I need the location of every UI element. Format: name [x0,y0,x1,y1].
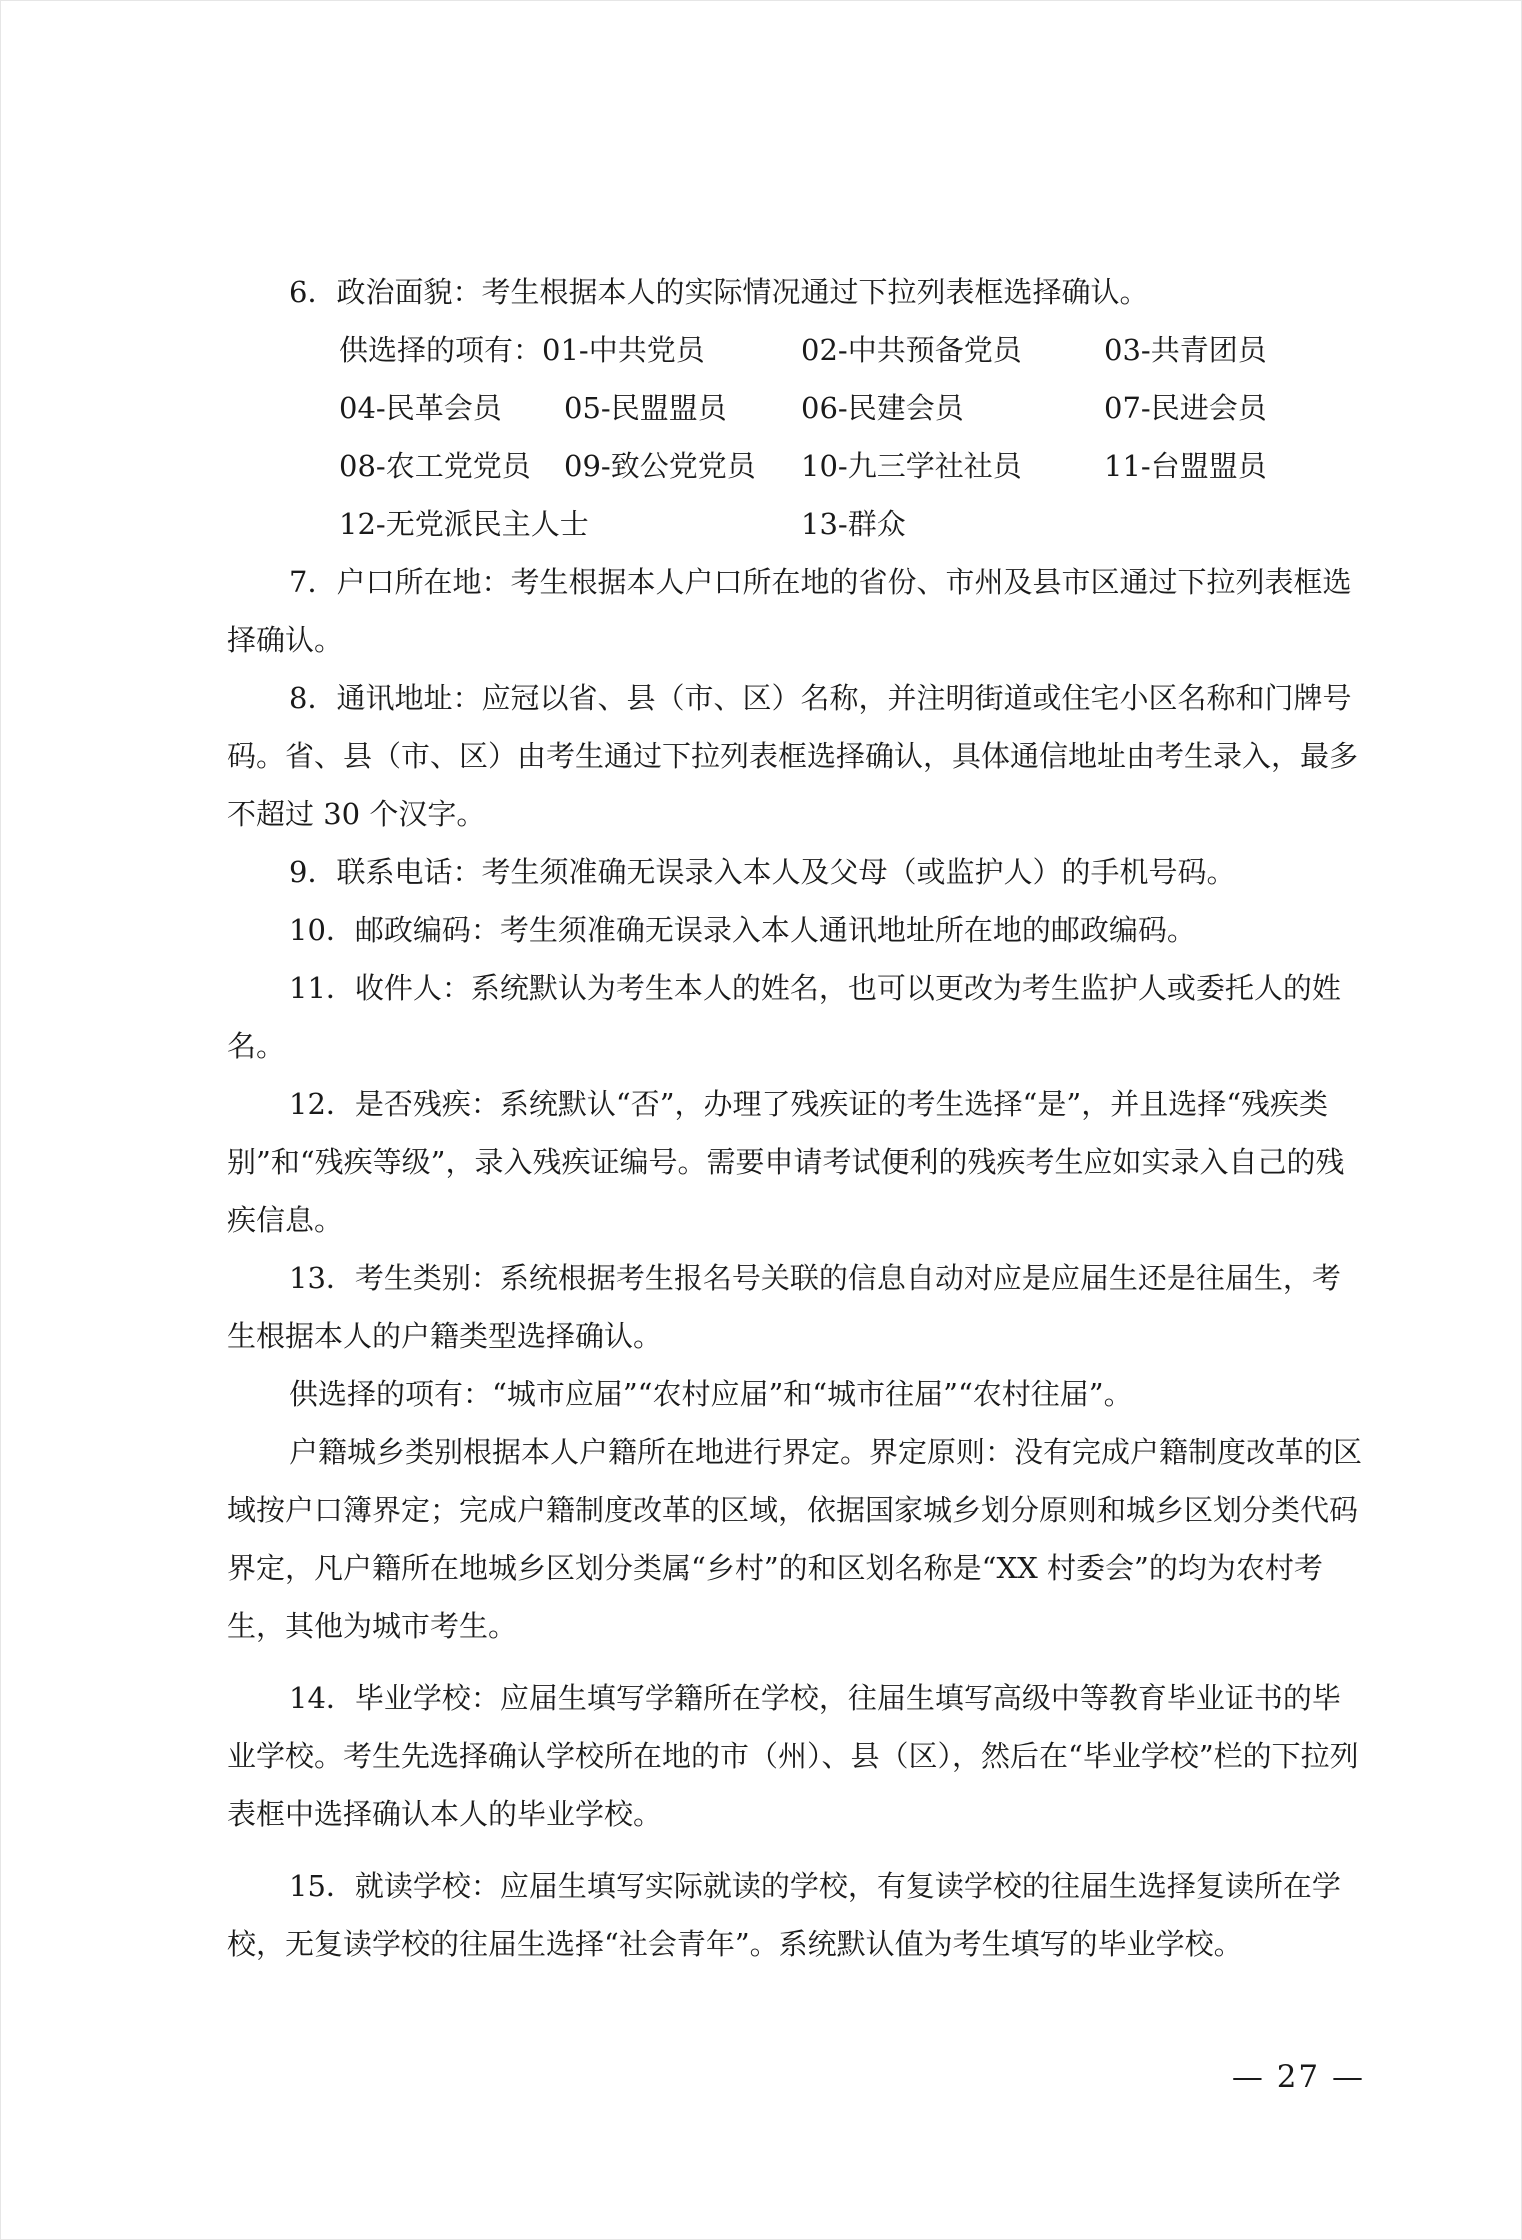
option-04: 04-民革会员 [339,391,502,425]
item-15-current-school: 15．就读学校：应届生填写实际就读的学校，有复读学校的往届生选择复读所在学校，无复读学校的往届生选择“社会青年”。系统默认值为考生填写的毕业学校。 [227,1869,1341,1961]
item-7-household-location: 7．户口所在地：考生根据本人户口所在地的省份、市州及县市区通过下拉列表框选择确认。 [227,565,1352,657]
options-prefix: 供选择的项有： [339,333,543,367]
item-10-postal-code: 10．邮政编码：考生须准确无误录入本人通讯地址所在地的邮政编码。 [289,913,1196,947]
political-options-row-4 [227,495,1367,553]
page-number: — 27 — [1231,2059,1365,2095]
document-body [227,263,1367,1973]
option-03: 03-共青团员 [1104,333,1267,367]
spacer [227,1843,1367,1857]
option-06: 06-民建会员 [801,391,964,425]
option-11: 11-台盟盟员 [1104,449,1267,483]
political-options-row-3 [227,437,1367,495]
option-10: 10-九三学社社员 [801,449,1022,483]
item-12-disability: 12．是否残疾：系统默认“否”，办理了残疾证的考生选择“是”，并且选择“残疾类别”和“残疾等级”，录入残疾证编号。需要申请考试便利的残疾考生应如实录入自己的残疾信息。 [227,1087,1345,1237]
option-prefix-and-01 [339,321,801,379]
option-13: 13-群众 [801,507,906,541]
spacer [227,1655,1367,1669]
option-09: 09-致公党党员 [564,449,756,483]
option-08: 08-农工党党员 [339,449,531,483]
item-14-graduation-school: 14．毕业学校：应届生填写学籍所在学校，往届生填写高级中等教育毕业证书的毕业学校。考生先选择确认学校所在地的市（州）、县（区），然后在“毕业学校”栏的下拉列表框中选择确认本人的毕业学校。 [227,1681,1359,1831]
item-13-household-rule: 户籍城乡类别根据本人户籍所在地进行界定。界定原则：没有完成户籍制度改革的区域按户口簿界定；完成户籍制度改革的区域，依据国家城乡划分原则和城乡区划分类代码界定，凡户籍所在地城乡区划分类属“乡村”的和区划名称是“XX 村委会”的均为农村考生，其他为城市考生。 [227,1435,1363,1643]
option-05: 05-民盟盟员 [564,391,727,425]
item-9-contact-phone: 9．联系电话：考生须准确无误录入本人及父母（或监护人）的手机号码。 [289,855,1236,889]
item-8-mailing-address: 8．通讯地址：应冠以省、县（市、区）名称，并注明街道或住宅小区名称和门牌号码。省、县（市、区）由考生通过下拉列表框选择确认，具体通信地址由考生录入，最多不超过 30 个汉字。 [227,681,1359,831]
item-13-options: 供选择的项有：“城市应届”“农村应届”和“城市往届”“农村往届”。 [289,1377,1133,1411]
political-options-row-1 [227,321,1367,379]
item-11-recipient: 11．收件人：系统默认为考生本人的姓名，也可以更改为考生监护人或委托人的姓名。 [227,971,1341,1063]
option-01: 01-中共党员 [542,333,705,367]
political-options-row-2 [227,379,1367,437]
option-12: 12-无党派民主人士 [339,507,589,541]
option-07: 07-民进会员 [1104,391,1267,425]
item-6-political-status: 6．政治面貌：考生根据本人的实际情况通过下拉列表框选择确认。 [289,275,1149,309]
option-02: 02-中共预备党员 [801,333,1022,367]
item-13-candidate-category: 13．考生类别：系统根据考生报名号关联的信息自动对应是应届生还是往届生，考生根据本人的户籍类型选择确认。 [227,1261,1341,1353]
